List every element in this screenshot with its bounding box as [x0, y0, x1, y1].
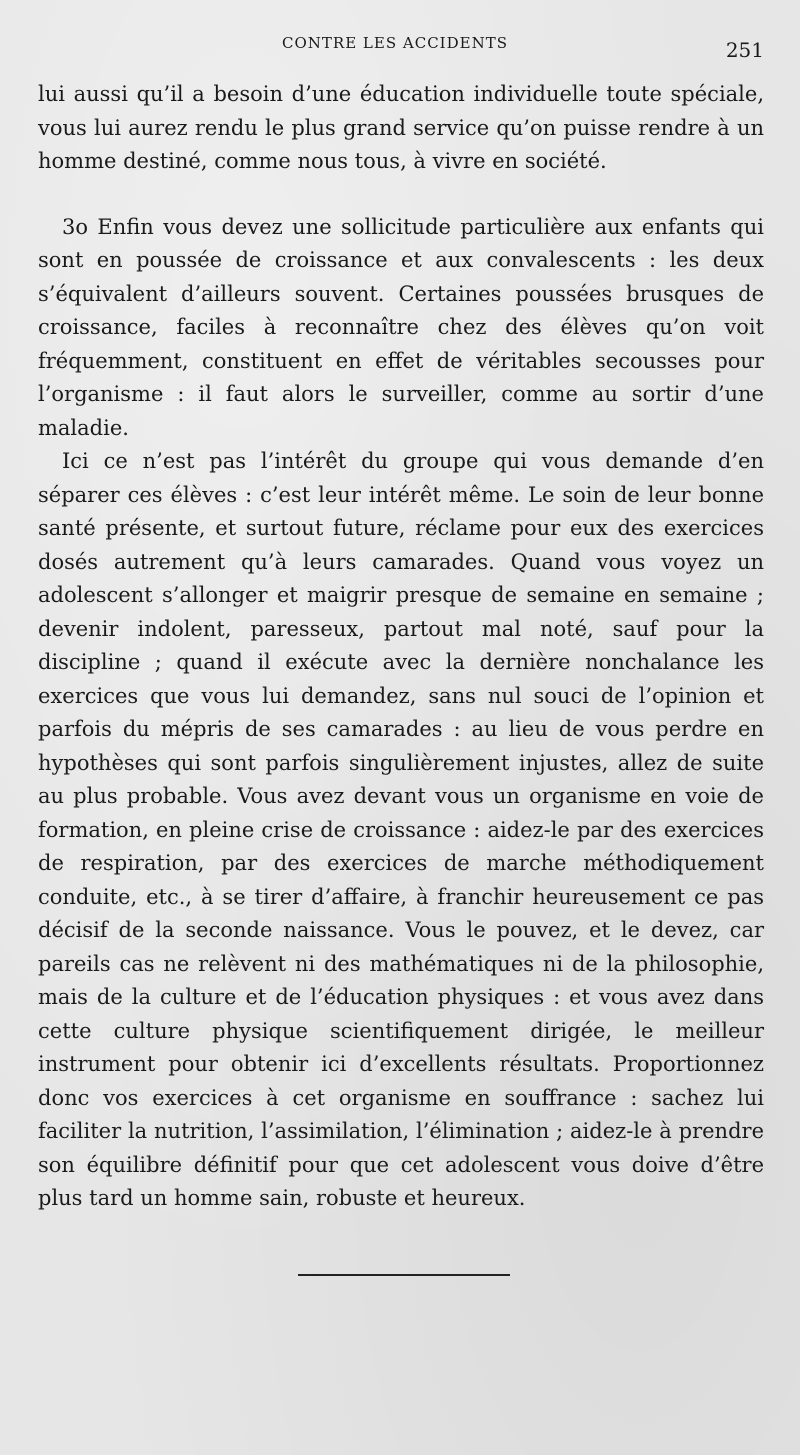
running-title: CONTRE LES ACCIDENTS — [282, 34, 508, 52]
running-head — [0, 34, 800, 62]
paragraph-growth-crisis: Ici ce n’est pas l’intérêt du groupe qui vous demande d’en séparer ces élèves : c’est leur intérêt même. Le soin de leur bonne santé présente, et surtout future, réclame pour eux des exercices dosés autrement qu’à leurs camarades. Quand vous voyez un adolescent s’allonger et maigrir presque de semaine en semaine ; devenir indolent, paresseux, partout mal noté, sauf pour la discipline ; quand il exécute avec la dernière nonchalance les exercices que vous lui demandez, sans nul souci de l’opinion et parfois du mépris de ses camarades : au lieu de vous perdre en hypothèses qui sont parfois singulièrement injustes, allez de suite au plus probable. Vous avez devant vous un organisme en voie de formation, en pleine crise de croissance : aidez-le par des exercices de respiration, par des exercices de marche méthodiquement conduite, etc., à se tirer d’affaire, à franchir heureusement ce pas décisif de la seconde naissance. Vous le pouvez, et le devez, car pareils cas ne relèvent ni des mathématiques ni de la philosophie, mais de la culture et de l’éducation physiques : et vous avez dans cette culture physique scientifiquement dirigée, le meilleur instrument pour obtenir ici d’excellents résultats. Proportionnez donc vos exercices à cet organisme en souffrance : sachez lui faciliter la nutrition, l’assimilation, l’élimination ; aidez-le à prendre son équilibre définitif pour que cet adolescent vous doive d’être plus tard un homme sain, robuste et heureux. — [38, 449, 764, 1210]
section-separator-rule — [298, 1274, 510, 1276]
paragraph-point-3: 3o Enfin vous devez une sollicitude particulière aux enfants qui sont en poussée de croissance et aux convalescents : les deux s’équivalent d’ailleurs souvent. Certaines poussées brusques de croissance, faciles à reconnaître chez des élèves qu’on voit fréquemment, constituent en effet de véritables secousses pour l’organisme : il faut alors le surveiller, comme au sortir d’une maladie. — [38, 214, 764, 440]
paragraph-continuation: lui aussi qu’il a besoin d’une éducation individuelle toute spéciale, vous lui aurez rendu le plus grand service qu’on puisse rendre à un homme destiné, comme nous tous, à vivre en société. — [38, 82, 764, 173]
body-text — [38, 78, 764, 1216]
page-number: 251 — [725, 38, 764, 62]
